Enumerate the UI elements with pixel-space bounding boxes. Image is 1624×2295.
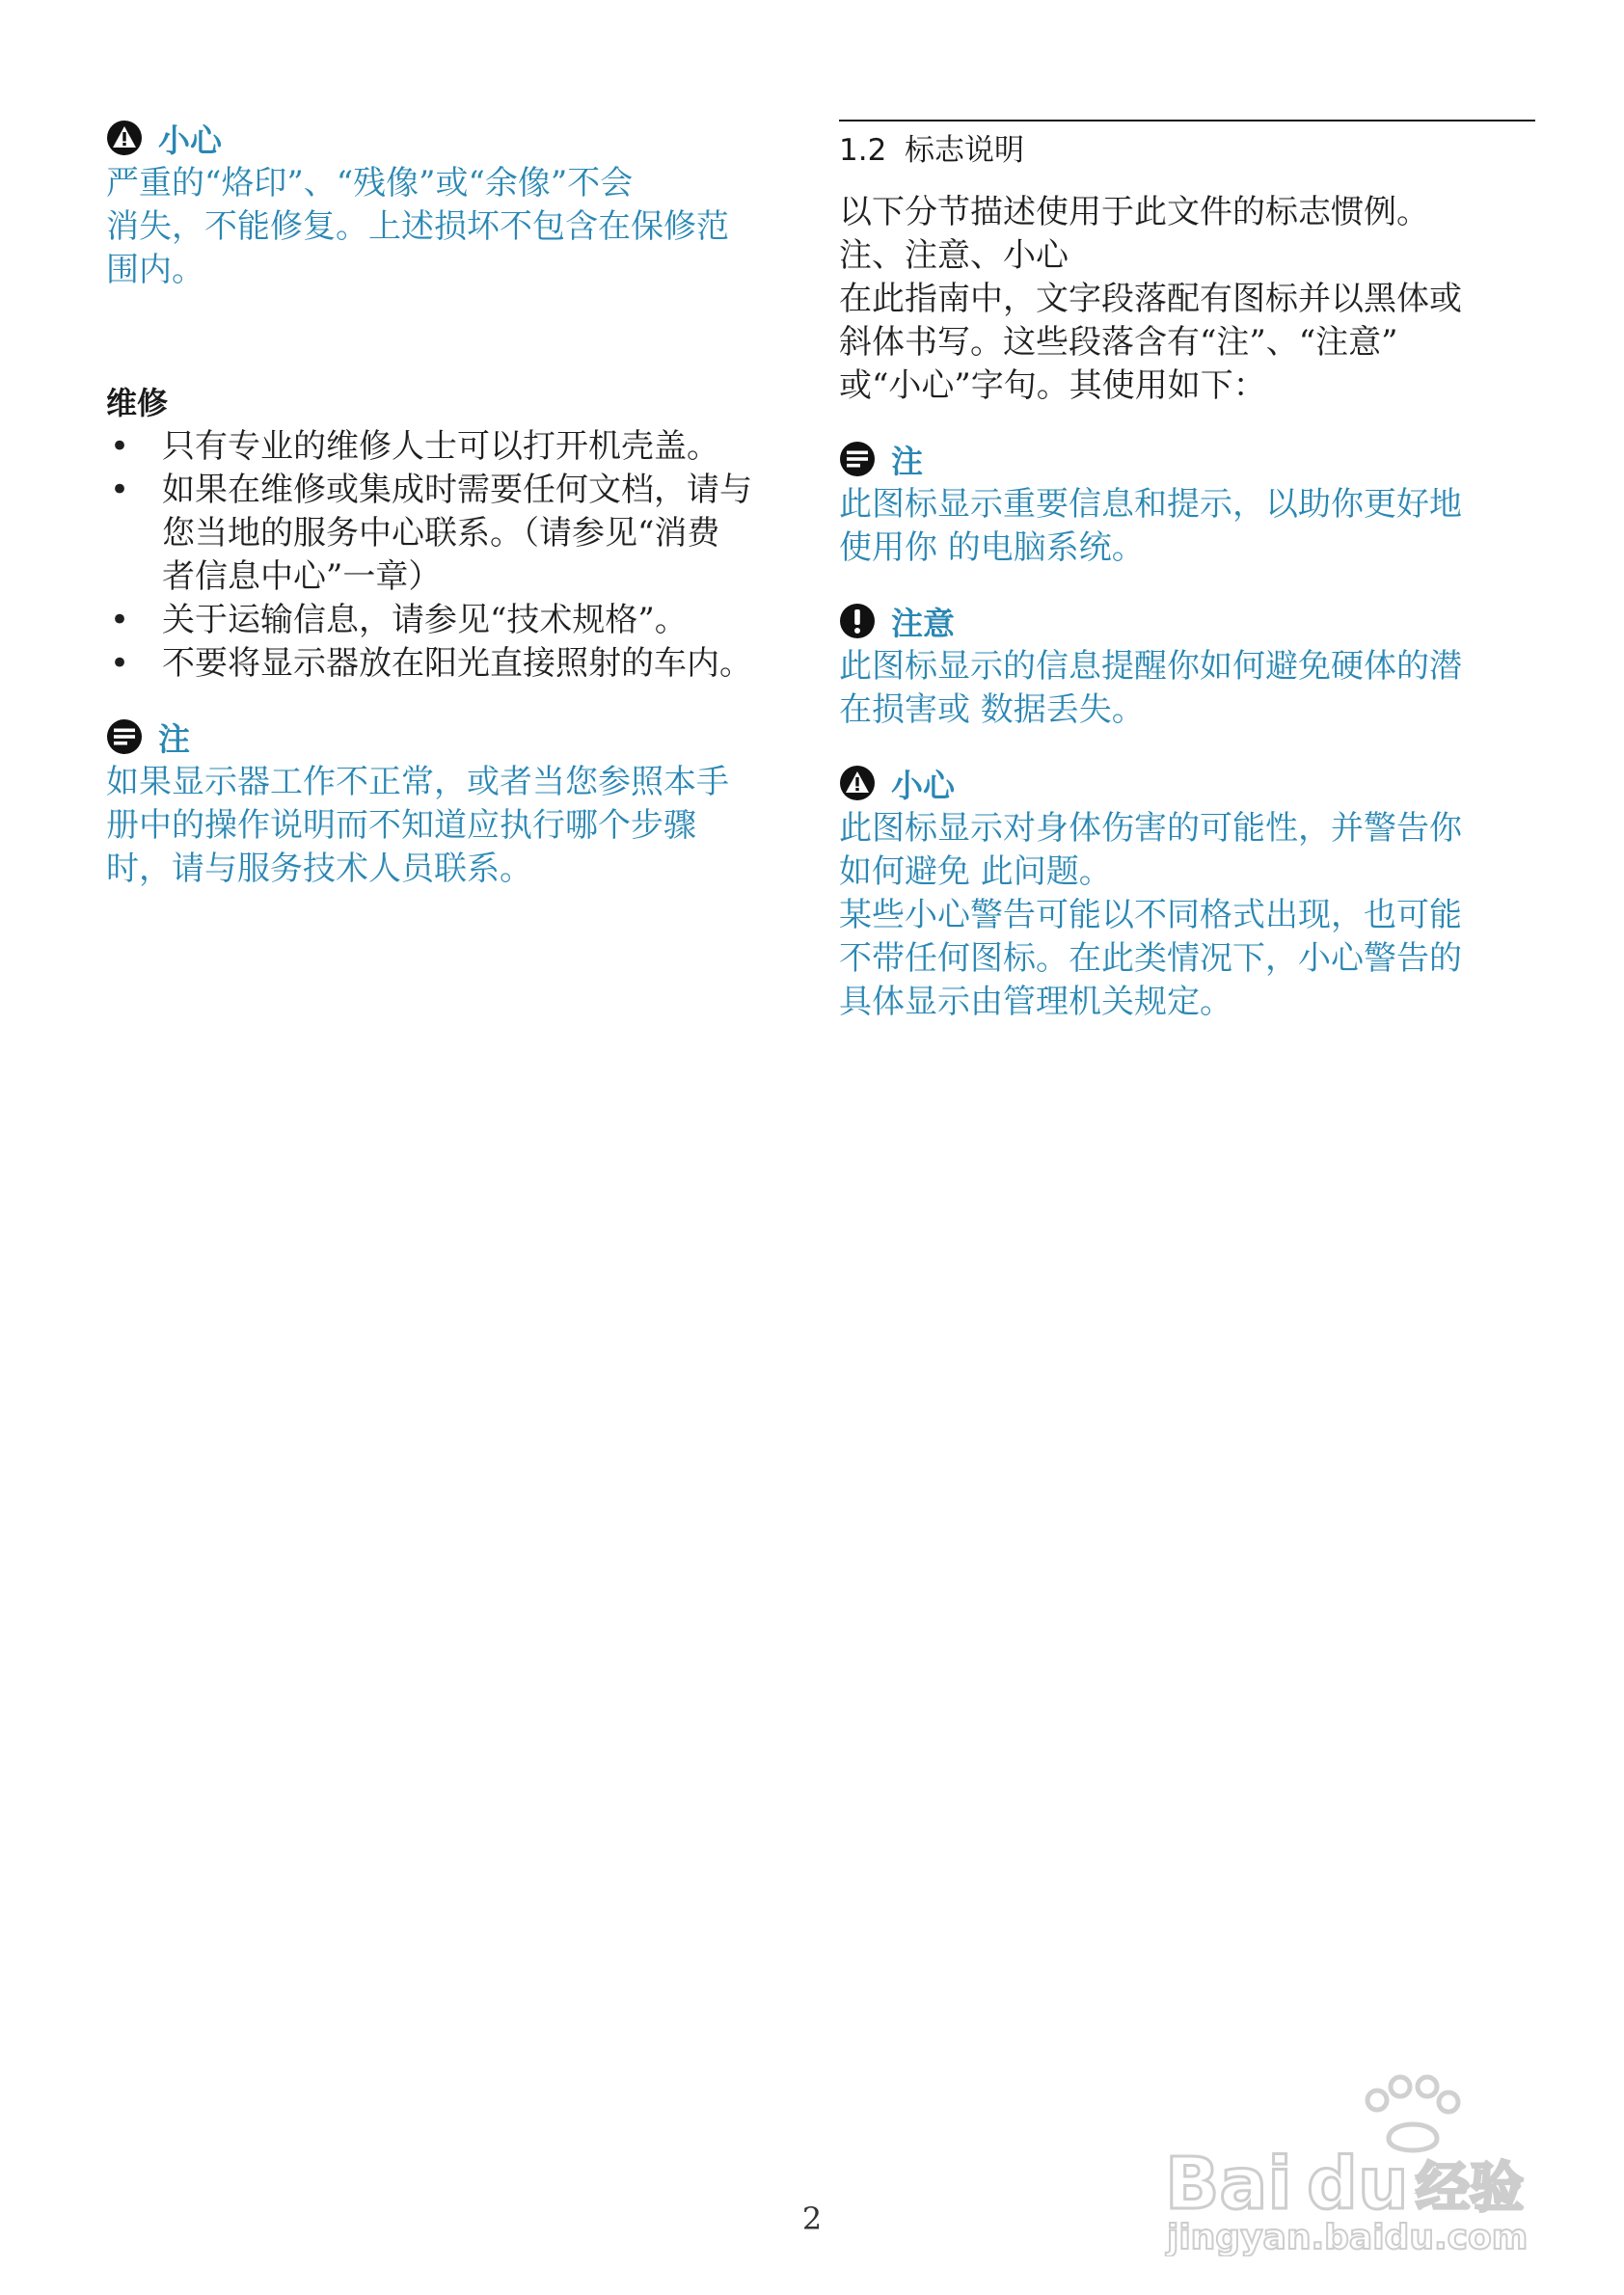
caution-text (106, 162, 802, 292)
repair-section (106, 381, 802, 686)
list-item-text: 如果在维修或集成时需要任何文档，请与 (162, 471, 752, 509)
bullet-dot: • (110, 644, 130, 683)
attention-line: 此图标显示的信息提醒你如何避免硬体的潜 (839, 647, 1462, 686)
exclamation-circle-icon (839, 603, 876, 639)
note-line: 如果显示器工作不正常，或者当您参照本手 (106, 763, 729, 801)
note-icon (106, 718, 143, 755)
note-block (839, 435, 1535, 570)
caution-title: 小心 (158, 121, 222, 159)
caution-title: 小心 (891, 766, 955, 804)
list-item (106, 425, 802, 469)
svg-text:du: du (1307, 2143, 1409, 2226)
baidu-watermark-logo (1148, 2064, 1553, 2256)
note-text (839, 483, 1535, 570)
warning-triangle-icon (106, 120, 143, 156)
intro-line: 在此指南中，文字段落配有图标并以黑体或 (839, 280, 1462, 318)
intro-line: 注、注意、小心 (839, 236, 1069, 275)
bullet-dot: • (110, 427, 130, 466)
left-column (106, 114, 802, 891)
note-block (106, 713, 802, 891)
list-item-text: 不要将显示器放在阳光直接照射的车内。 (162, 644, 752, 683)
list-item-text: 者信息中心”一章） (162, 557, 442, 596)
caution-line: 此图标显示对身体伤害的可能性，并警告你 (839, 809, 1462, 848)
note-line: 此图标显示重要信息和提示，以助你更好地 (839, 485, 1462, 524)
note-text (106, 761, 802, 891)
bullet-dot: • (110, 471, 130, 509)
caution-header (839, 759, 1535, 807)
note-line: 时，请与服务技术人员联系。 (106, 850, 532, 888)
attention-block (839, 597, 1535, 732)
svg-text:jingyan.baidu.com: jingyan.baidu.com (1167, 2218, 1529, 2256)
note-header (106, 713, 802, 761)
svg-text:经验: 经验 (1416, 2157, 1524, 2220)
note-title: 注 (158, 719, 190, 758)
note-title: 注 (891, 442, 923, 480)
attention-header (839, 597, 1535, 645)
page-number: 2 (801, 2200, 823, 2237)
caution-block (839, 759, 1535, 1024)
list-item (106, 642, 802, 686)
list-item (106, 599, 802, 642)
right-column (839, 114, 1535, 1024)
repair-heading: 维修 (106, 385, 169, 421)
note-line: 使用你 的电脑系统。 (839, 528, 1145, 567)
svg-text:Bai: Bai (1165, 2143, 1292, 2226)
note-icon (839, 441, 876, 477)
caution-line: 如何避免 此问题。 (839, 852, 1112, 891)
section-title: 标志说明 (905, 133, 1024, 168)
list-item-text: 您当地的服务中心联系。（请参见“消费 (162, 514, 720, 553)
list-item-text: 只有专业的维修人士可以打开机壳盖。 (162, 427, 719, 466)
bullet-dot: • (110, 601, 130, 639)
attention-text (839, 645, 1535, 732)
intro-text (839, 191, 1535, 408)
warning-triangle-icon (839, 765, 876, 801)
note-line: 册中的操作说明而不知道应执行哪个步骤 (106, 806, 696, 845)
section-number: 1.2 (839, 133, 887, 168)
intro-line: 或“小心”字句。其使用如下： (839, 366, 1266, 405)
section-divider (839, 120, 1535, 122)
repair-list (106, 425, 802, 686)
caution-block (106, 114, 802, 292)
list-item (106, 469, 802, 599)
caution-header (106, 114, 802, 162)
caution-line: 围内。 (106, 251, 204, 289)
caution-line: 严重的“烙印”、“残像”或“余像”不会 (106, 164, 634, 202)
caution-text (839, 807, 1535, 1024)
list-item-text: 关于运输信息，请参见“技术规格”。 (162, 601, 688, 639)
caution-line: 不带任何图标。在此类情况下，小心警告的 (839, 939, 1462, 978)
note-header (839, 435, 1535, 483)
intro-line: 斜体书写。这些段落含有“注”、“注意” (839, 323, 1398, 362)
attention-line: 在损害或 数据丢失。 (839, 690, 1145, 729)
attention-title: 注意 (891, 604, 955, 642)
caution-line: 某些小心警告可能以不同格式出现，也可能 (839, 896, 1462, 934)
caution-line: 消失，不能修复。上述损坏不包含在保修范 (106, 207, 729, 246)
section-heading (839, 125, 1535, 172)
caution-line: 具体显示由管理机关规定。 (839, 983, 1232, 1021)
intro-line: 以下分节描述使用于此文件的标志惯例。 (839, 193, 1429, 231)
